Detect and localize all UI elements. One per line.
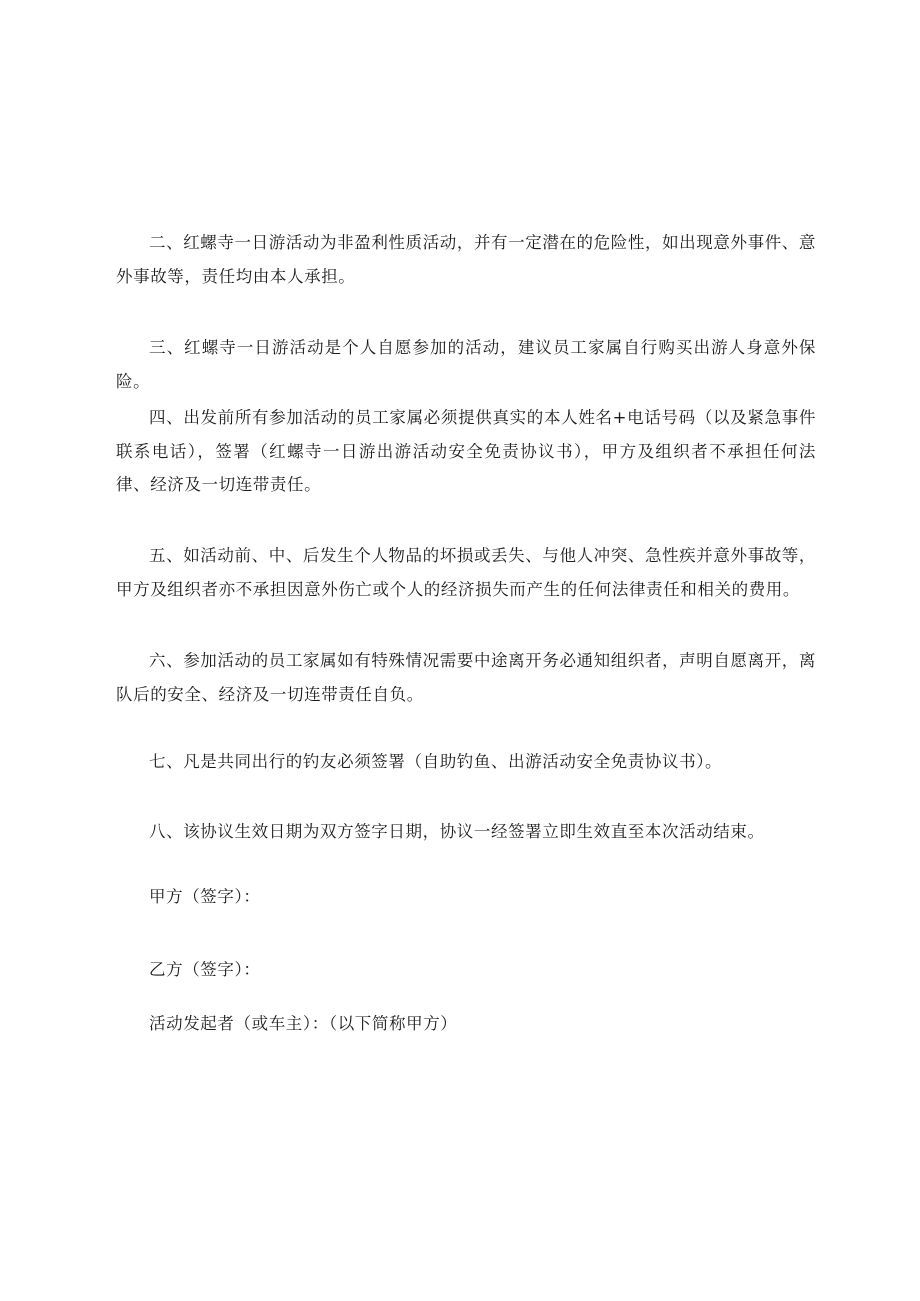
clause-4: 四、出发前所有参加活动的员工家属必须提供真实的本人姓名+电话号码（以及紧急事件联系电话），签署（红螺寺一日游出游活动安全免责协议书），甲方及组织者不承担任何法律、经济及一切连带责任。 [116, 408, 816, 494]
initiator-line: 活动发起者（或车主）：（以下简称甲方） [149, 1014, 458, 1033]
clause-2: 二、红螺寺一日游活动为非盈利性质活动，并有一定潜在的危险性，如出现意外事件、意外事故等，责任均由本人承担。 [116, 233, 816, 286]
party-b-signature-line: 乙方（签字）： [149, 960, 261, 979]
clause-8: 八、该协议生效日期为双方签字日期，协议一经签署立即生效直至本次活动结束。 [149, 822, 765, 841]
clause-5: 五、如活动前、中、后发生个人物品的坏损或丢失、与他人冲突、急性疾并意外事故等，甲方及组织者亦不承担因意外伤亡或个人的经济损失而产生的任何法律责任和相关的费用。 [116, 546, 816, 599]
clause-7: 七、凡是共同出行的钓友必须签署（自助钓鱼、出游活动安全免责协议书）。 [149, 752, 723, 771]
clause-6: 六、参加活动的员工家属如有特殊情况需要中途离开务必通知组织者，声明自愿离开，离队后的安全、经济及一切连带责任自负。 [116, 651, 816, 704]
party-a-signature-line: 甲方（签字）： [149, 887, 261, 906]
clause-3: 三、红螺寺一日游活动是个人自愿参加的活动，建议员工家属自行购买出游人身意外保险。 [116, 338, 816, 391]
